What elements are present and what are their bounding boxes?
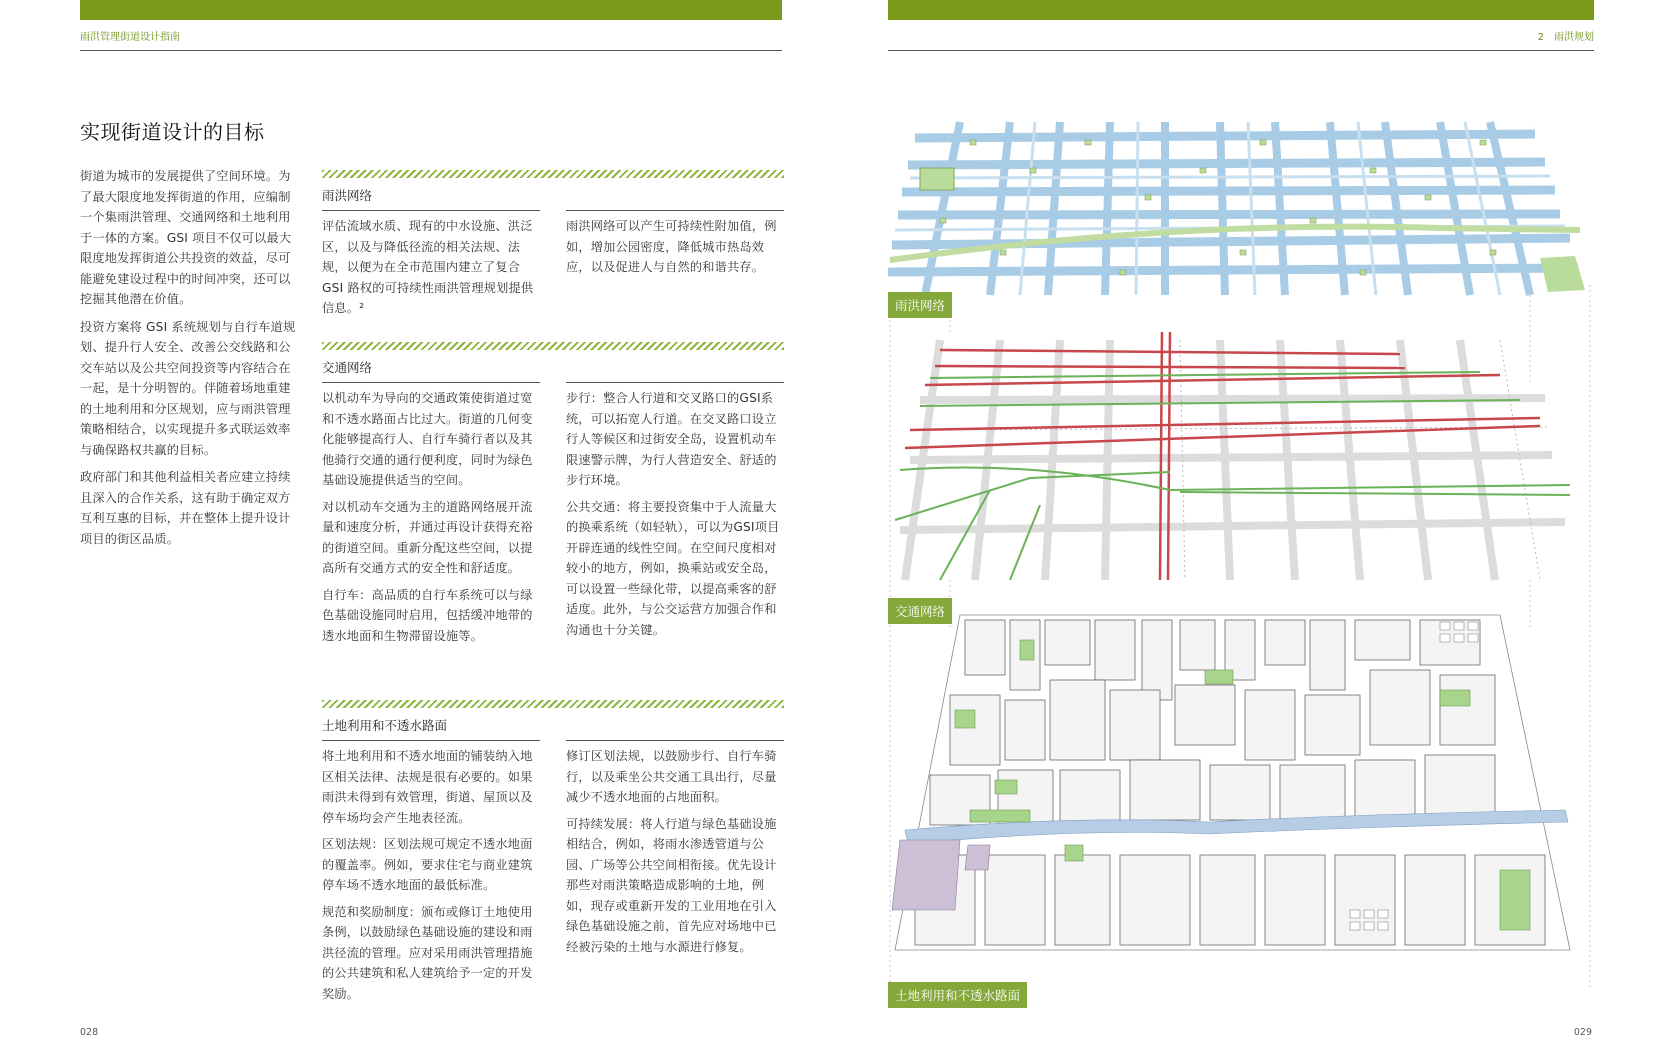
body-paragraph: 评估流域水质、现有的中水设施、洪泛区，以及与降低径流的相关法规、法规，以便为在全市范围内建立了复合 GSI 路权的可持续性雨洪管理规划提供信息。² [322,219,534,315]
body-paragraph: 区划法规：区划法规可规定不透水地面的覆盖率。例如，要求住宅与商业建筑停车场不透水地面的最低标准。 [322,837,533,892]
intro-paragraph: 政府部门和其他利益相关者应建立持续且深入的合作关系，这有助于确定双方互利互惠的目标，并在整体上提升设计项目的街区品质。 [80,470,291,546]
storm-left-column [322,216,544,325]
traffic-right-column [566,388,788,646]
body-paragraph: 对以机动车交通为主的道路网络展开流量和速度分析，并通过再设计获得充裕的街道空间。重新分配这些空间，以提高所有交通方式的安全性和舒适度。 [322,499,533,575]
left-running-header: 雨洪管理街道设计指南 [80,32,180,43]
body-paragraph: 修订区划法规，以鼓励步行、自行车骑行，以及乘坐公共交通工具出行，尽量减少不透水地面的占地面积。 [566,749,777,804]
section-divider-hatch [322,700,784,708]
body-paragraph: 雨洪网络可以产生可持续性附加值，例如，增加公园密度，降低城市热岛效应，以及促进人与自然的和谐共存。 [566,219,777,274]
park-block [1540,256,1585,292]
label-traffic-network: 交通网络 [888,598,952,624]
intro-column [80,166,300,556]
intro-paragraph: 街道为城市的发展提供了空间环境。为了最大限度地发挥街道的作用，应编制一个集雨洪管理、交通网络和土地利用于一体的方案。GSI 项目不仅可以最大限度地发挥街道公共投资的效益，尽可能避免建设过程中的时间冲突，还可以挖掘其他潜在价值。 [80,169,292,306]
landuse-layer [892,615,1570,950]
column-rule [322,382,540,383]
landuse-right-column [566,746,788,963]
body-paragraph: 步行：整合人行道和交叉路口的GSI系统，可以拓宽人行道。在交叉路口设立行人等候区和过街安全岛，设置机动车限速警示牌，为行人营造安全、舒适的步行环境。 [566,391,777,487]
landuse-left-column [322,746,544,1010]
intro-paragraph: 投资方案将 GSI 系统规划与自行车道规划、提升行人安全、改善公交线路和公交车站以及公共空间投资等内容结合在一起，是十分明智的。伴随着场地重建的土地利用和分区规划，应与雨洪管理策略相结合，以实现提升多式联运效率与确保路权共赢的目标。 [80,319,296,457]
industrial-block [892,840,960,910]
label-landuse: 土地利用和不透水路面 [888,982,1027,1008]
body-paragraph: 将土地利用和不透水地面的铺装纳入地区相关法律、法规是很有必要的。如果雨洪未得到有效管理，街道、屋顶以及停车场均会产生地表径流。 [322,749,533,825]
left-top-bar [80,0,782,20]
right-header-rule [888,50,1594,51]
column-rule [322,740,540,741]
page-number-left: 028 [80,1027,99,1038]
body-paragraph: 可持续发展：将人行道与绿色基础设施相结合，例如，将雨水渗透管道与公园、广场等公共空间相衔接。优先设计那些对雨洪策略造成影响的土地，例如，现存或重新开发的工业用地在引入绿色基础设施之前，首先应对场地中已经被污染的土地与水源进行修复。 [566,816,777,954]
section-divider-hatch [322,342,784,350]
section-divider-hatch [322,170,784,178]
right-running-header: 2 雨洪规划 [1537,32,1594,43]
column-rule [322,210,540,211]
right-top-bar [888,0,1594,20]
body-paragraph: 规范和奖励制度：颁布或修订土地使用条例，以鼓励绿色基础设施的建设和雨洪径流的管理。应对采用雨洪管理措施的公共建筑和私人建筑给予一定的开发奖励。 [322,904,533,1001]
column-rule [566,740,784,741]
layered-city-diagram [880,110,1600,1010]
page-number-right: 029 [1573,1027,1592,1038]
section-title-traffic: 交通网络 [322,360,373,375]
industrial-block [965,845,990,870]
storm-network-layer [888,120,1585,295]
page-title: 实现街道设计的目标 [80,120,265,144]
body-paragraph: 以机动车为导向的交通政策使街道过宽和不透水路面占比过大。街道的几何变化能够提高行人、自行车骑行者以及其他骑行交通的通行便利度，同时为绿色基础设施提供适当的空间。 [322,391,533,487]
column-rule [566,382,784,383]
park-block [920,168,954,190]
traffic-network-layer [890,332,1570,580]
column-rule [566,210,784,211]
left-header-rule [80,50,782,51]
storm-right-column [566,216,788,284]
body-paragraph: 公共交通：将主要投资集中于人流量大的换乘系统（如轻轨），可以为GSI项目开辟连通的线性空间。在空间尺度相对较小的地方，例如，换乘站或安全岛，可以设置一些绿化带，以提高乘客的舒适度。此外，与公交运营方加强合作和沟通也十分关键。 [566,499,780,637]
section-title-storm: 雨洪网络 [322,188,373,203]
label-storm-network: 雨洪网络 [888,292,952,318]
section-title-landuse: 土地利用和不透水路面 [322,718,448,733]
traffic-left-column [322,388,544,652]
body-paragraph: 自行车：高品质的自行车系统可以与绿色基础设施同时启用，包括缓冲地带的透水地面和生物滞留设施等。 [322,587,533,643]
